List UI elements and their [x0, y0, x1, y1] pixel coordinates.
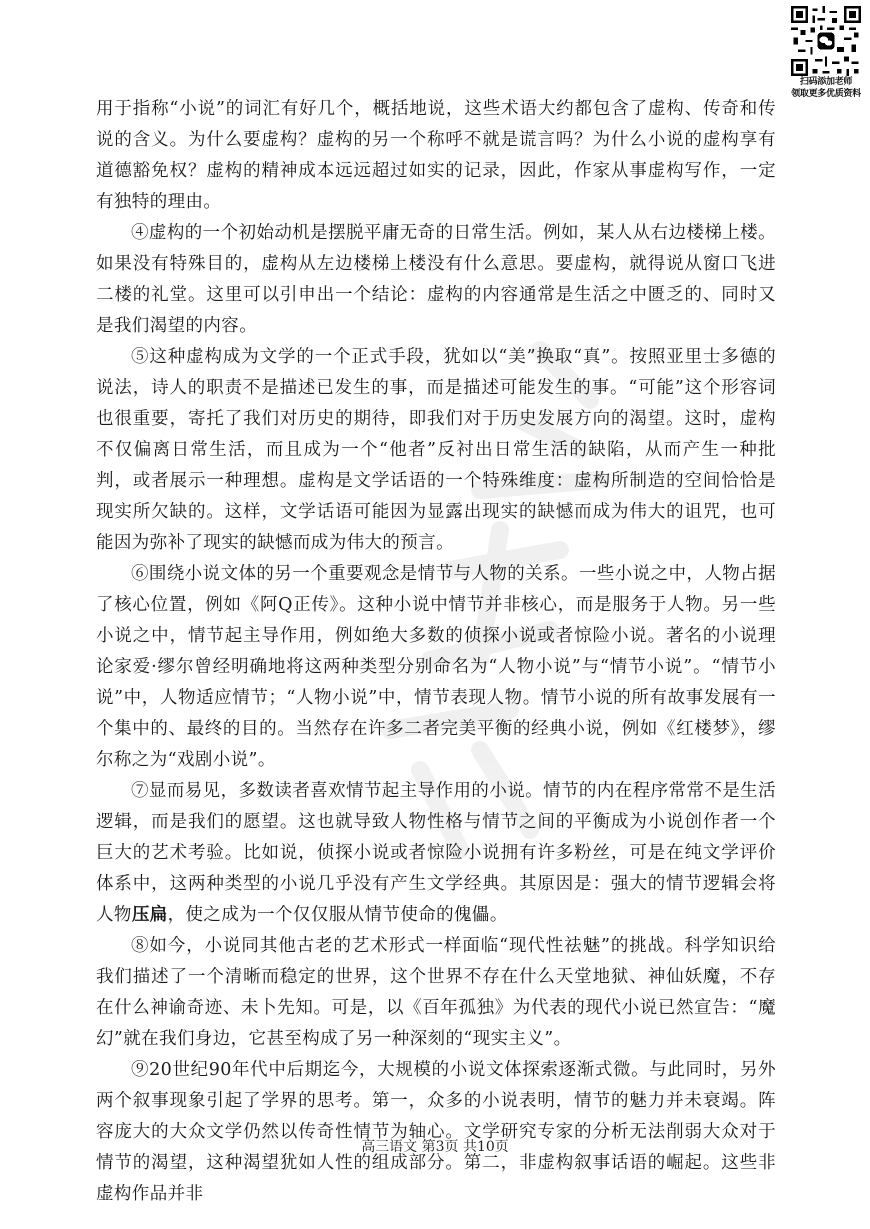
page-footer: 高三语文 第3页 共10页 [361, 1139, 509, 1155]
paragraph-4: ④虚构的一个初始动机是摆脱平庸无奇的日常生活。例如，某人从右边楼梯上楼。如果没有特殊目的，虚构从左边楼梯上楼没有什么意思。要虚构，就得说从窗口飞进二楼的礼堂。这里可以引申出一个结论：虚构的内容通常是生活之中匮乏的、同时又是我们渴望的内容。 [96, 223, 776, 336]
qr-code-block [788, 6, 864, 100]
qr-code-image [791, 6, 861, 76]
paragraph-5: ⑤这种虚构成为文学的一个正式手段，犹如以“美”换取“真”。按照亚里士多德的说法，诗人的职责不是描述已发生的事，而是描述可能发生的事。“可能”这个形容词也很重要，寄托了我们对历史的期待，即我们对于历史发展方向的渴望。这时，虚构不仅偏离日常生活，而且成为一个“他者”反衬出日常生活的缺陷，从而产生一种批判，或者展示一种理想。虚构是文学话语的一个特殊维度：虚构所制造的空间恰恰是现实所欠缺的。这样，文学话语可能因为显露出现实的缺憾而成为伟大的诅咒，也可能因为弥补了现实的缺憾而成为伟大的预言。 [96, 347, 776, 553]
qr-caption-line1: 扫码添加老师 [799, 77, 853, 87]
emphasized-word: 压扁 [131, 905, 168, 925]
paragraph-9: ⑨20世纪90年代中后期迄今，大规模的小说文体探索逐渐式微。与此同时，另外两个叙事现象引起了学界的思考。第一，众多的小说表明，情节的魅力并未衰竭。阵容庞大的大众文学仍然以传奇性情节为轴心。文学研究专家的分析无法削弱大众对于情节的渴望，这种渴望犹如人性的组成部分。第二，非虚构叙事话语的崛起。这些非虚构作品并非 [96, 1060, 776, 1204]
qr-caption-line2: 领取更多优质资料 [791, 89, 861, 99]
paragraph-6: ⑥围绕小说文体的另一个重要观念是情节与人物的关系。一些小说之中，人物占据了核心位置，例如《阿Q正传》。这种小说中情节并非核心，而是服务于人物。另一些小说之中，情节起主导作用，例如绝大多数的侦探小说或者惊险小说。著名的小说理论家爱·缪尔曾经明确地将这两种类型分别命名为“人物小说”与“情节小说”。“情节小说”中，人物适应情节；“人物小说”中，情节表现人物。情节小说的所有故事发展有一个集中的、最终的目的。当然存在许多二者完美平衡的经典小说，例如《红楼梦》，缪尔称之为“戏剧小说”。 [96, 564, 776, 770]
paragraph-7 [96, 776, 776, 931]
paragraph-7-text-a: ⑦显而易见，多数读者喜欢情节起主导作用的小说。情节的内在程序常常不是生活逻辑，而是我们的愿望。这也就导致人物性格与情节之间的平衡成为小说创作者一个巨大的艺术考验。比如说，侦探小说或者惊险小说拥有许多粉丝，可是在纯文学评价体系中，这两种类型的小说几乎没有产生文学经典。其原因是：强大的情节逻辑会将人物 [96, 781, 776, 925]
paragraph-7-text-b: ，使之成为一个仅仅服从情节使命的傀儡。 [167, 905, 508, 925]
paragraph-8: ⑧如今，小说同其他古老的艺术形式一样面临“现代性祛魅”的挑战。科学知识给我们描述了一个清晰而稳定的世界，这个世界不存在什么天堂地狱、神仙妖魔，不存在什么神谕奇迹、未卜先知。可是，以《百年孤独》为代表的现代小说已然宣告：“魔幻”就在我们身边，它甚至构成了另一种深刻的“现实主义”。 [96, 936, 776, 1049]
paragraph-continued: 用于指称“小说”的词汇有好几个，概括地说，这些术语大约都包含了虚构、传奇和传说的含义。为什么要虚构？虚构的另一个称呼不就是谎言吗？为什么小说的虚构享有道德豁免权？虚构的精神成本远远超过如实的记录，因此，作家从事虚构写作，一定有独特的理由。 [96, 99, 776, 212]
article-body [96, 94, 776, 1210]
